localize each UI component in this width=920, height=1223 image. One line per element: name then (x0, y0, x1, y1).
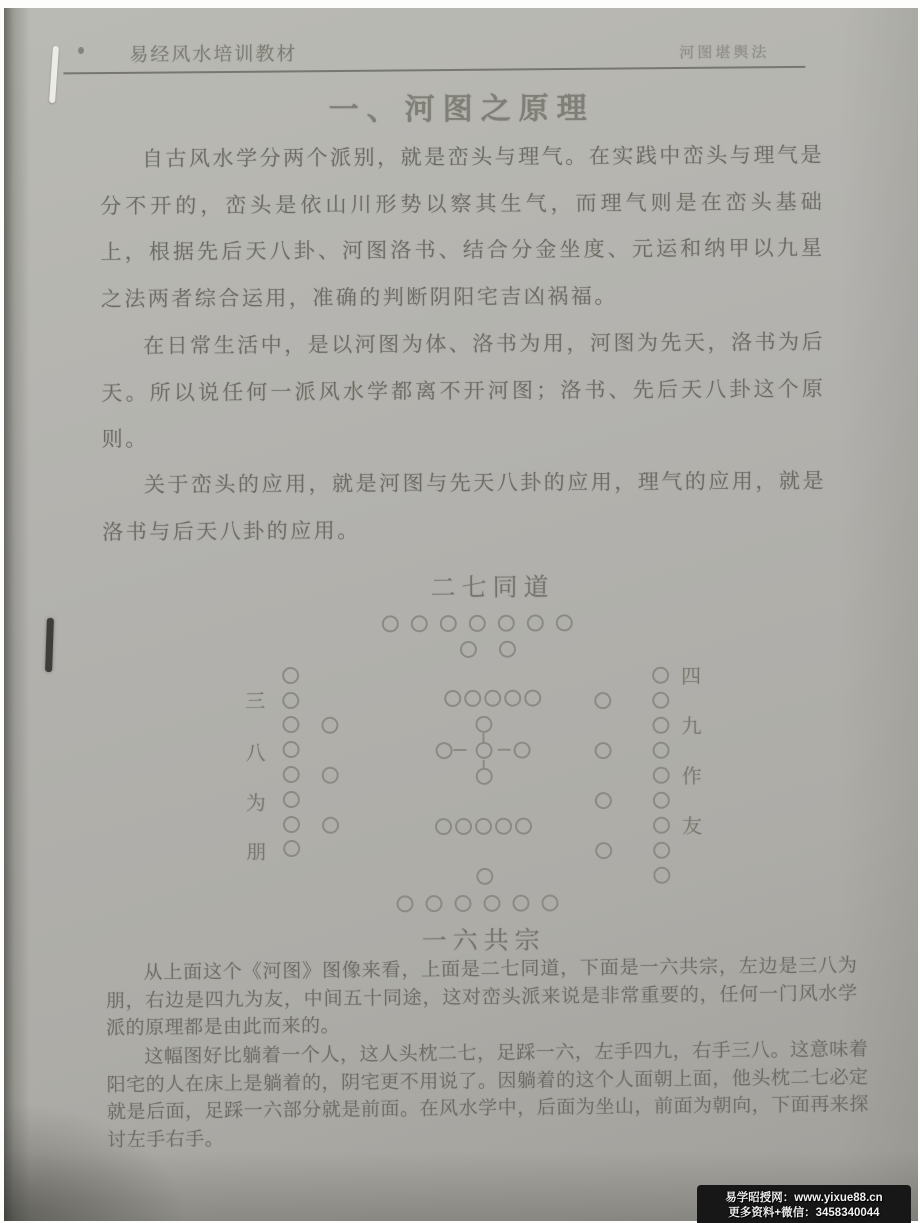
paragraph-1: 自古风水学分两个派别，就是峦头与理气。在实践中峦头与理气是分不开的，峦头是依山川形势以察其生气，而理气则是在峦头基础上，根据先后天八卦、河图洛书、结合分金坐度、元运和纳甲以九星之法两者综合运用，准确的判断阴阳宅吉凶祸福。 (100, 142, 825, 311)
page-content (1, 5, 920, 1223)
paragraph-3: 关于峦头的应用，就是河图与先天八卦的应用，理气的应用，就是洛书与后天八卦的应用。 (102, 468, 827, 544)
watermark-site-line: 易学昭授网：www.yixue88.cn (725, 1192, 883, 1204)
header-right-title: 河图堪舆法 (679, 45, 770, 62)
left-axis-label-char: 为 (245, 792, 266, 815)
right-axis-label-char: 友 (681, 816, 703, 839)
paper-sheet (4, 8, 918, 1221)
left-axis-label-char: 三 (245, 690, 266, 713)
diagram-heading-bottom: 一六共宗 (421, 927, 546, 956)
header-left-title: 易经风水培训教材 (129, 43, 298, 67)
left-axis-label-char: 八 (245, 742, 266, 765)
bottom-text-block (0, 2, 920, 1223)
page-title: 一、河图之原理 (328, 92, 595, 127)
paragraph-4: 从上面这个《河图》图像来看，上面是二七同道，下面是一六共宗，左边是三八为朋，右边是四九为友，中间五十同途，这对峦头派来说是非常重要的，任何一门风水学派的原理都是由此而来的。 (105, 955, 858, 1040)
left-axis-label-char: 朋 (246, 841, 267, 864)
right-axis-label-char: 作 (681, 766, 702, 789)
paragraph-2: 在日常生活中，是以河图为体、洛书为用，河图为先天，洛书为后天。所以说任何一派风水学都离不开河图；洛书、先后天八卦这个原则。 (101, 329, 826, 452)
diagram-heading-top: 二七同道 (430, 574, 555, 603)
watermark-contact-line: 更多资料+微信：3458340044 (728, 1207, 880, 1219)
right-axis-label-char: 四 (681, 666, 702, 689)
watermark-badge (697, 1185, 911, 1223)
right-axis-label-char: 九 (681, 716, 702, 739)
paragraph-5: 这幅图好比躺着一个人，这人头枕二七，足踩一六，左手四九，右手三八。这意味着阳宅的人在床上是躺着的，阴宅更不用说了。因躺着的这个人面朝上面，他头枕二七必定就是后面，足踩一六部分就是前面。在风水学中，后面为坐山，前面为朝向，下面再来探讨左手右手。 (106, 1039, 870, 1151)
